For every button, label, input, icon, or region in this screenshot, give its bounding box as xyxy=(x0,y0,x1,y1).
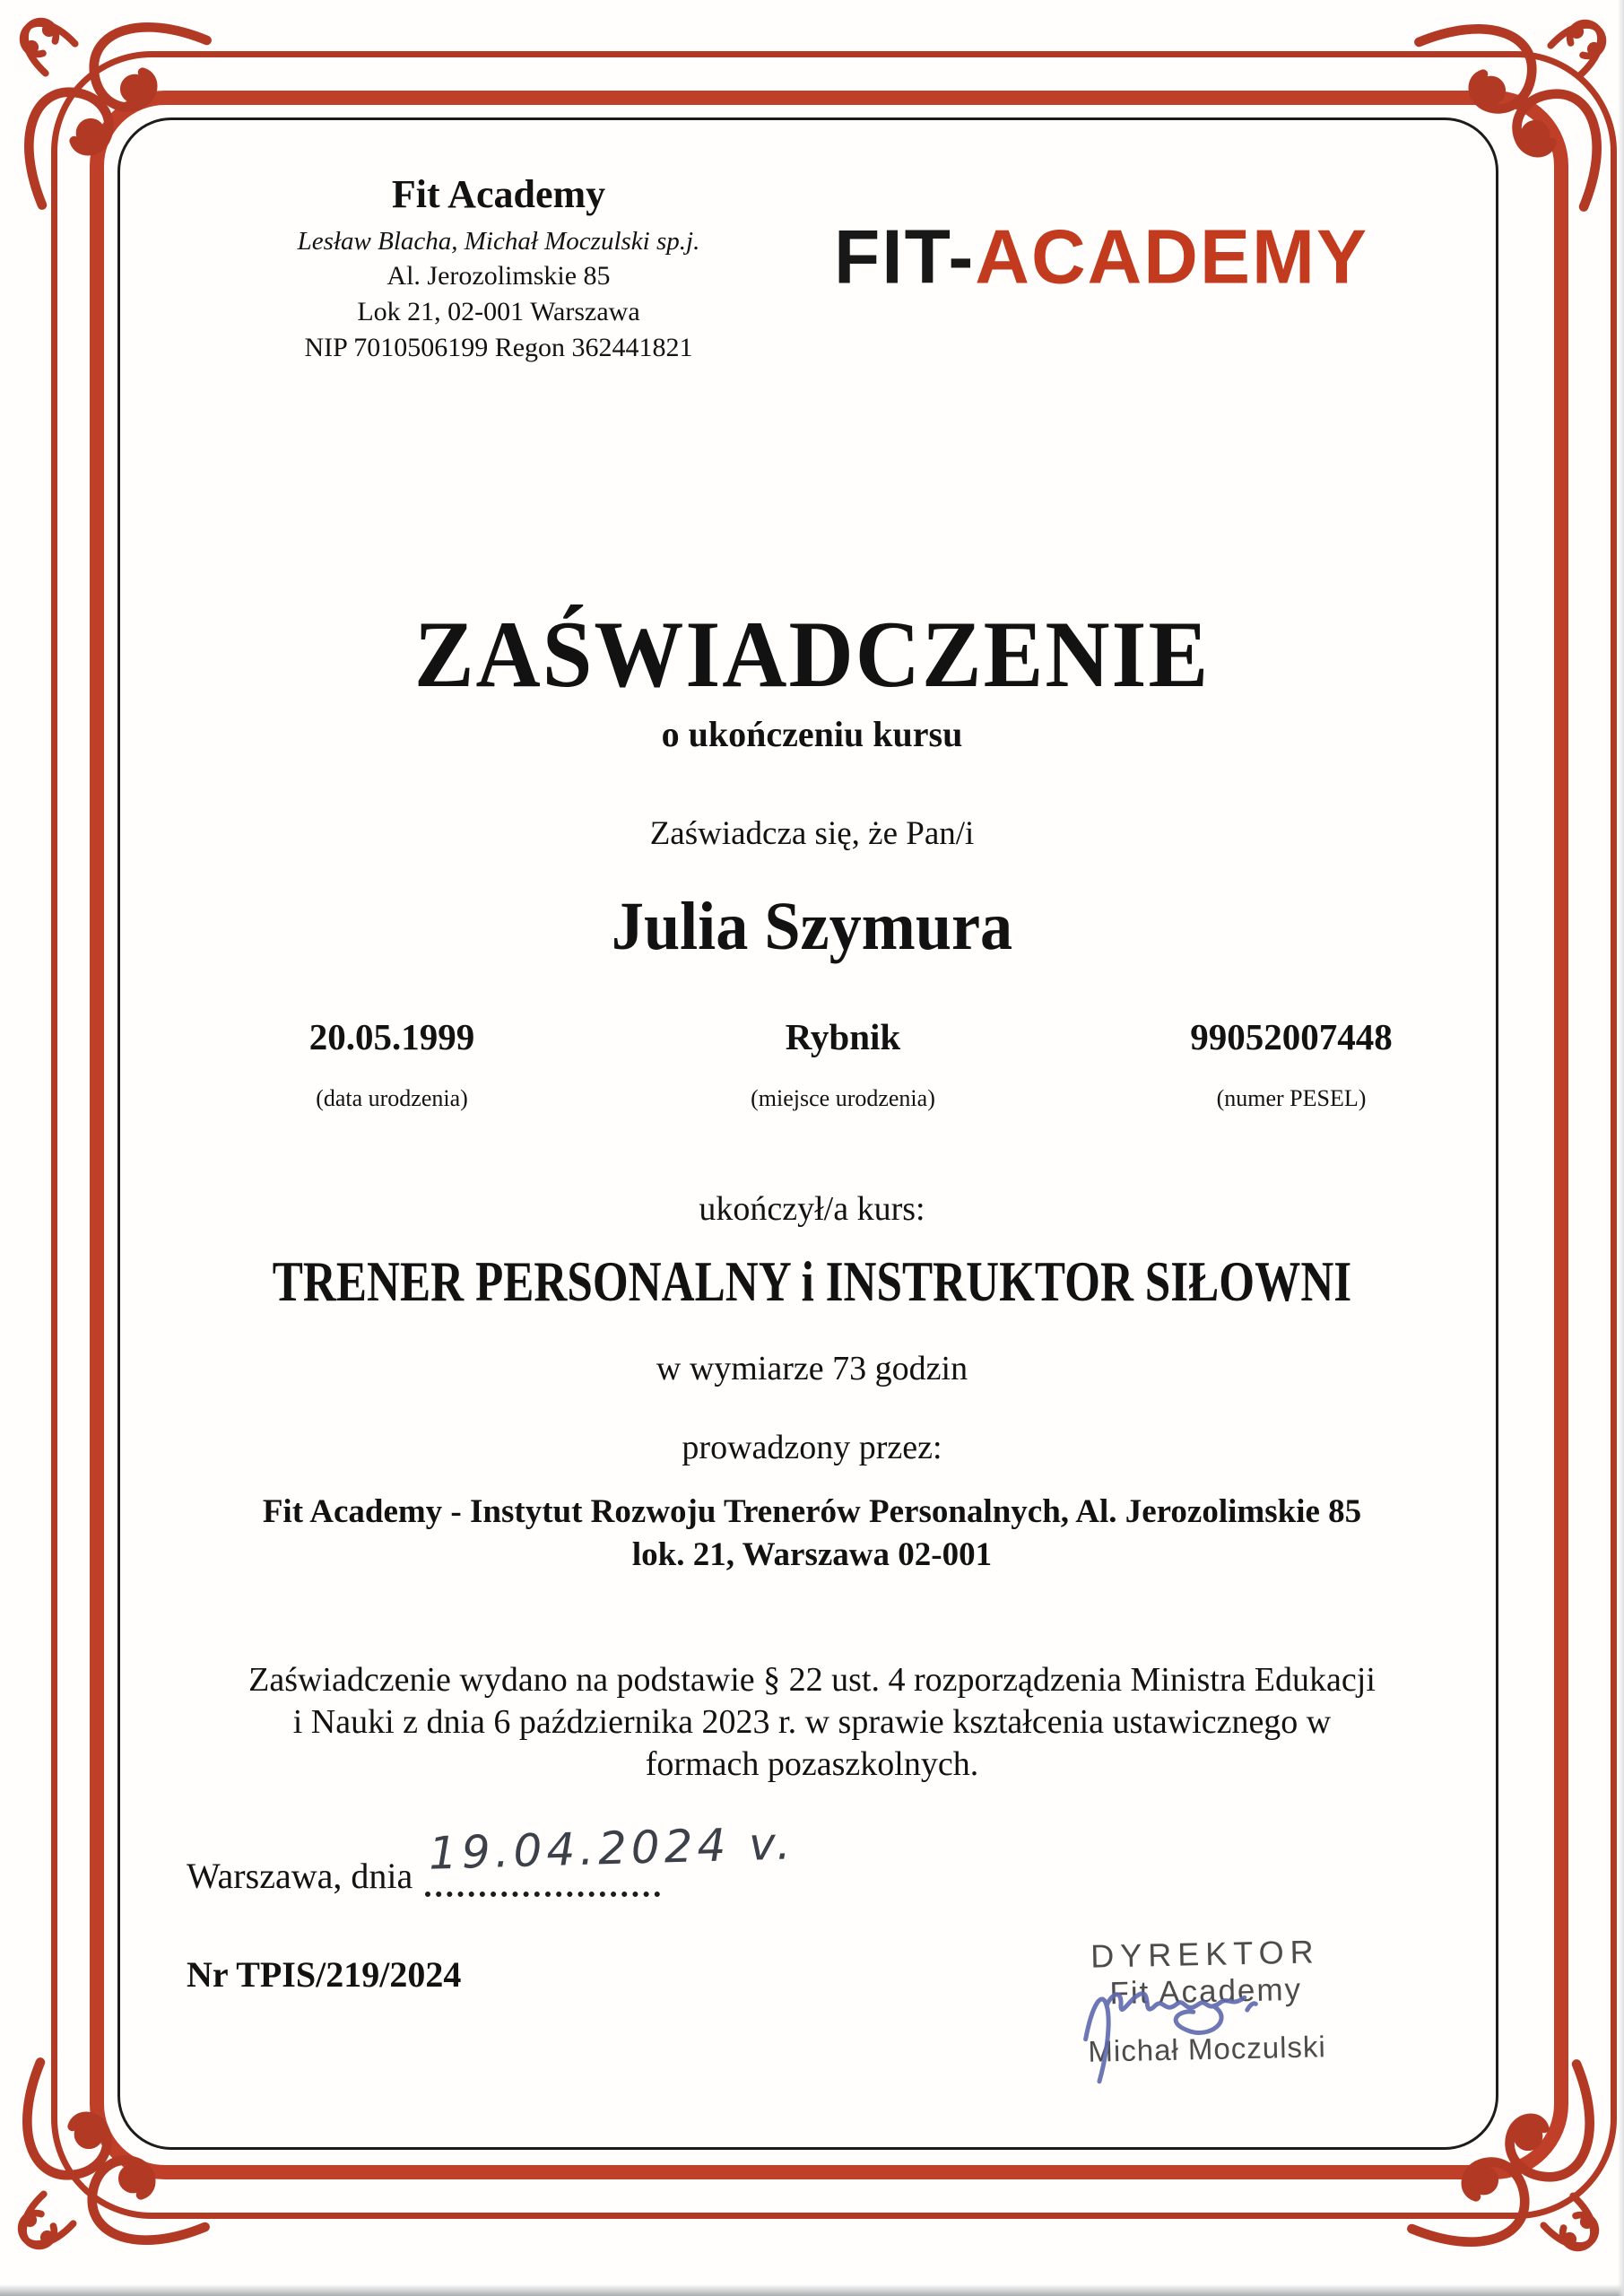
scan-edge-right xyxy=(1618,0,1624,2296)
recipient-name: Julia Szymura xyxy=(611,889,1013,964)
recipient-intro: Zaświadcza się, że Pan/i xyxy=(649,815,975,852)
logo-text-red: ACADEMY xyxy=(975,213,1368,300)
letterhead xyxy=(224,169,773,365)
provider-lead: prowadzony przez: xyxy=(682,1429,942,1466)
document-subtitle: o ukończeniu kursu xyxy=(661,714,963,754)
birth-date-value: 20.05.1999 xyxy=(308,1016,475,1057)
corner-flourish-bottom-left-icon xyxy=(13,2047,221,2255)
course-lead: ukończył/a kurs: xyxy=(699,1190,925,1228)
logo-text-black: FIT- xyxy=(834,213,976,300)
course-title: TRENER PERSONALNY i INSTRUKTOR SIŁOWNI xyxy=(272,1249,1352,1313)
handwritten-date: 19.04.2024 v. xyxy=(428,1817,796,1880)
signature-scribble xyxy=(1069,1961,1300,2093)
signer-role: DYREKTOR xyxy=(1090,1933,1320,1975)
signer-org: Fit Academy xyxy=(1109,1972,1303,2012)
org-address-line1: Al. Jerozolimskie 85 xyxy=(386,261,611,291)
pesel-value: 99052007448 xyxy=(1190,1016,1393,1057)
legal-line2: i Nauki z dnia 6 października 2023 r. w sprawie kształcenia ustawicznego w xyxy=(292,1703,1332,1742)
pesel-label: (numer PESEL) xyxy=(1216,1085,1367,1111)
scan-edge-bottom xyxy=(0,2284,1624,2296)
pesel-column xyxy=(1139,1015,1444,1112)
course-duration: w wymiarze 73 godzin xyxy=(656,1350,968,1387)
frame-black-line xyxy=(117,117,1498,2150)
corner-flourish-top-left-icon xyxy=(14,13,222,221)
org-partners: Lesław Blacha, Michał Moczulski sp.j. xyxy=(297,227,700,257)
org-name: Fit Academy xyxy=(391,172,606,216)
corner-flourish-top-right-icon xyxy=(1403,14,1611,222)
corner-flourish-bottom-right-icon xyxy=(1396,2048,1604,2257)
legal-line1: Zaświadczenie wydano na podstawie § 22 ust. 4 rozporządzenia Ministra Edukacji xyxy=(248,1661,1376,1699)
place-date-label: Warszawa, dnia xyxy=(187,1856,413,1896)
signer-name: Michał Moczulski xyxy=(1088,2029,1327,2068)
birth-place-value: Rybnik xyxy=(785,1016,901,1057)
legal-basis xyxy=(0,1659,1624,1786)
birth-place-column xyxy=(690,1015,995,1112)
org-tax-ids: NIP 7010506199 Regon 362441821 xyxy=(304,332,693,362)
birth-date-column xyxy=(239,1015,544,1112)
provider-line1: Fit Academy - Instytut Rozwoju Trenerów Personalnych, Al. Jerozolimskie 85 xyxy=(262,1493,1362,1530)
fit-academy-logo xyxy=(834,213,1408,301)
legal-line3: formach pozaszkolnych. xyxy=(645,1745,979,1784)
birth-place-label: (miejsce urodzenia) xyxy=(751,1085,935,1111)
org-address-line2: Lok 21, 02-001 Warszawa xyxy=(357,296,640,326)
certificate-number: Nr TPIS/219/2024 xyxy=(187,1954,462,1995)
provider-line2: lok. 21, Warszawa 02-001 xyxy=(631,1536,993,1573)
birth-date-label: (data urodzenia) xyxy=(316,1085,468,1111)
document-title: ZAŚWIADCZENIE xyxy=(413,601,1211,708)
